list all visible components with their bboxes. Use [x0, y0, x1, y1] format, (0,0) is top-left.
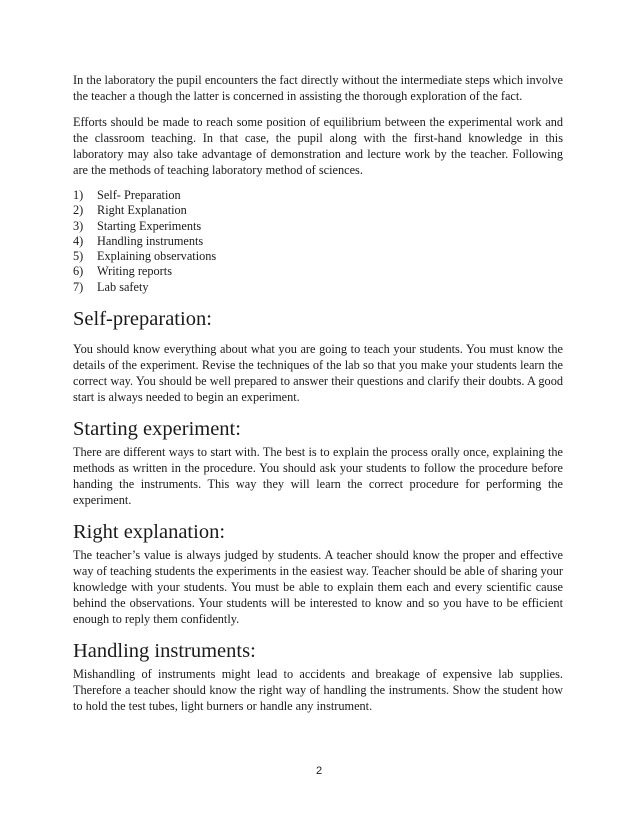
list-item-number: 4): [73, 233, 84, 248]
section-heading-right-explanation: Right explanation:: [73, 521, 226, 544]
section-body-self-preparation: You should know everything about what you are going to teach your students. You must know the details of the experiment. Revise the techniques of the lab so that you make your students learn the correct way. You should be well prepared to answer their questions and clarify their doubts. A good start is always needed to begin an experiment.: [73, 342, 563, 405]
page-number: 2: [315, 765, 323, 777]
section-heading-starting-experiment: Starting experiment:: [73, 418, 241, 441]
list-item: [73, 219, 563, 234]
list-item: [73, 264, 563, 279]
list-item: [73, 280, 563, 295]
list-item: [73, 234, 563, 249]
list-item-number: 7): [73, 279, 84, 294]
list-item-number: 6): [73, 264, 84, 279]
intro-paragraph-1: In the laboratory the pupil encounters the fact directly without the intermediate steps which involve the teacher a though the latter is concerned in assisting the thorough exploration of the fact.: [73, 73, 563, 103]
list-item-number: 5): [73, 249, 84, 264]
methods-list: [73, 188, 563, 295]
section-body-handling-instruments: Mishandling of instruments might lead to accidents and breakage of expensive lab supplies. Therefore a teacher should know the right way of handling the instruments. Show the student how to hold the test tubes, light burners or handle any instrument.: [73, 667, 563, 714]
intro-paragraph-2: Efforts should be made to reach some position of equilibrium between the experimental work and the classroom teaching. In that case, the pupil along with the first-hand knowledge in this laboratory may also take advantage of demonstration and lecture work by the teacher. Following are the methods of teaching laboratory method of sciences.: [73, 115, 563, 177]
section-body-right-explanation: The teacher’s value is always judged by students. A teacher should know the proper and effective way of teaching students the experiments in the easiest way. Teacher should be able of sharing your knowledge with your students. You must be able to explain them each and every scientific cause behind the observations. Your students will be interested to know and so you have to be efficient enough to reply them confidently.: [73, 548, 563, 627]
list-item-label: Handling instruments: [97, 233, 204, 248]
list-item: [73, 249, 563, 264]
list-item-label: Lab safety: [97, 279, 149, 294]
list-item: [73, 188, 563, 203]
list-item-label: Writing reports: [97, 264, 172, 279]
section-heading-handling-instruments: Handling instruments:: [73, 640, 256, 663]
list-item-number: 1): [73, 188, 84, 202]
section-body-starting-experiment: There are different ways to start with. The best is to explain the process orally once, explaining the methods as written in the procedure. You should ask your students to follow the procedure before handing the instruments. This way they will learn the correct procedure for performing the experiment.: [73, 445, 563, 508]
document-page: [73, 72, 563, 714]
list-item-label: Explaining observations: [97, 249, 217, 264]
list-item-label: Right Explanation: [97, 203, 187, 218]
list-item-label: Self- Preparation: [97, 188, 181, 202]
list-item-number: 2): [73, 203, 84, 218]
section-heading-self-preparation: Self-preparation:: [73, 308, 212, 331]
list-item: [73, 203, 563, 218]
list-item-number: 3): [73, 218, 84, 233]
list-item-label: Starting Experiments: [97, 218, 202, 233]
